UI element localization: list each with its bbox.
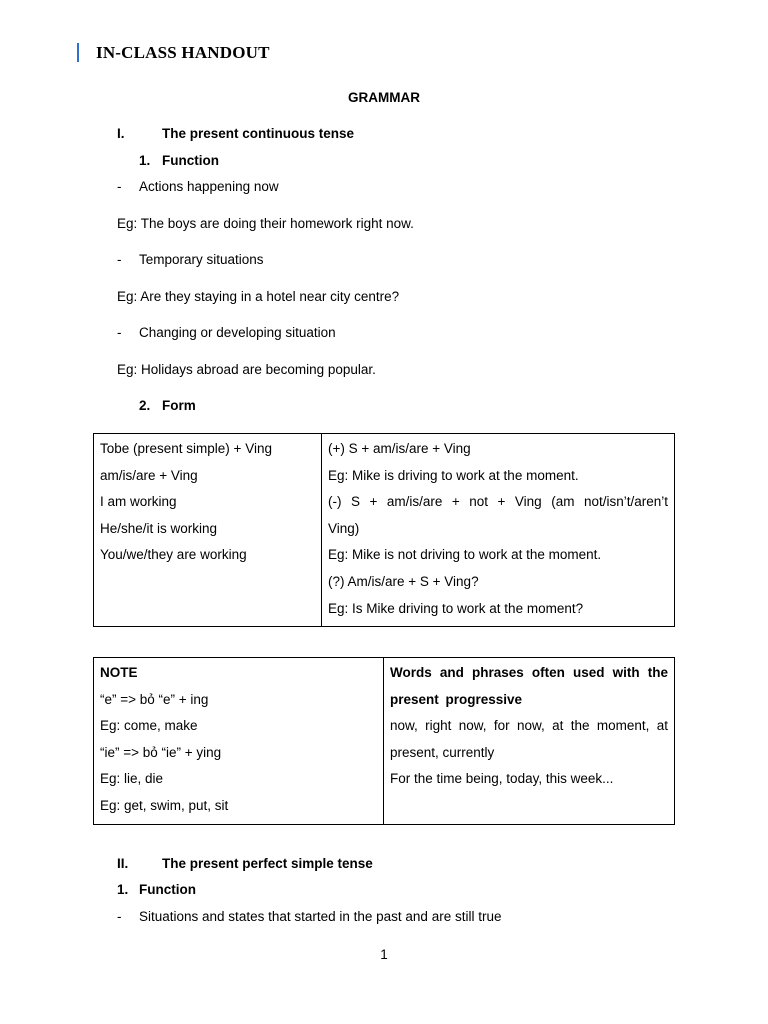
- section1-function-number: 1.: [139, 153, 151, 168]
- note-table: [93, 657, 675, 825]
- bullet-dash: -: [117, 179, 122, 194]
- section1-form-title: Form: [162, 398, 196, 413]
- page-number: 1: [380, 947, 388, 962]
- section1-title: The present continuous tense: [162, 126, 355, 141]
- note-line: Eg: get, swim, put, sit: [100, 797, 229, 813]
- form-left-line: Tobe (present simple) + Ving: [100, 441, 272, 456]
- form-right-line: Eg: Mike is driving to work at the moment.: [328, 467, 579, 483]
- bullet-text: Changing or developing situation: [139, 325, 336, 340]
- form-left-line: He/she/it is working: [100, 520, 218, 536]
- bullet-dash: -: [117, 909, 122, 924]
- form-table: [93, 433, 675, 627]
- form-table-left-cell: [94, 434, 322, 627]
- note-line: Eg: lie, die: [100, 771, 164, 787]
- note-table-left-cell: [94, 658, 384, 825]
- form-left-line: You/we/they are working: [100, 547, 247, 563]
- bullet-text: Actions happening now: [139, 179, 279, 194]
- grammar-heading: GRAMMAR: [348, 90, 420, 105]
- form-right-line: (?) Am/is/are + S + Ving?: [328, 573, 479, 589]
- bullet-text: Temporary situations: [139, 252, 264, 267]
- section2-numeral: II.: [117, 856, 129, 871]
- page-title: IN-CLASS HANDOUT: [96, 43, 270, 62]
- bullet-text: Situations and states that started in the past and are still true: [139, 909, 502, 924]
- section1-numeral: I.: [117, 126, 125, 141]
- form-table-right-cell: [322, 434, 675, 627]
- note-line: Eg: come, make: [100, 718, 198, 734]
- note-right-title: Words and phrases often used with the present progressive: [390, 665, 668, 707]
- note-line: “ie” => bỏ “ie” + ying: [100, 744, 222, 760]
- bullet-dash: -: [117, 252, 122, 267]
- form-left-line: am/is/are + Ving: [100, 467, 198, 483]
- example-text: Eg: Are they staying in a hotel near city centre?: [117, 289, 400, 304]
- form-right-line: (-) S + am/is/are + not + Ving (am not/isn’t/aren’t Ving): [328, 494, 668, 536]
- section2-function-title: Function: [139, 882, 196, 897]
- header-accent-bar: [77, 43, 79, 62]
- section1-function-title: Function: [162, 153, 219, 168]
- form-right-line: Eg: Is Mike driving to work at the moment?: [328, 600, 584, 616]
- note-line: “e” => bỏ “e” + ing: [100, 691, 209, 707]
- example-text: Eg: Holidays abroad are becoming popular.: [117, 362, 376, 377]
- note-right-line: For the time being, today, this week...: [390, 771, 614, 787]
- example-text: Eg: The boys are doing their homework right now.: [117, 216, 414, 231]
- note-title: NOTE: [100, 665, 138, 680]
- section2-title: The present perfect simple tense: [162, 856, 373, 871]
- form-right-line: (+) S + am/is/are + Ving: [328, 441, 471, 456]
- note-right-line: now, right now, for now, at the moment, at present, currently: [390, 718, 668, 760]
- section1-form-number: 2.: [139, 398, 151, 413]
- bullet-dash: -: [117, 325, 122, 340]
- note-table-right-cell: [384, 658, 675, 825]
- form-left-line: I am working: [100, 494, 177, 510]
- section2-function-number: 1.: [117, 882, 129, 897]
- form-right-line: Eg: Mike is not driving to work at the moment.: [328, 547, 602, 563]
